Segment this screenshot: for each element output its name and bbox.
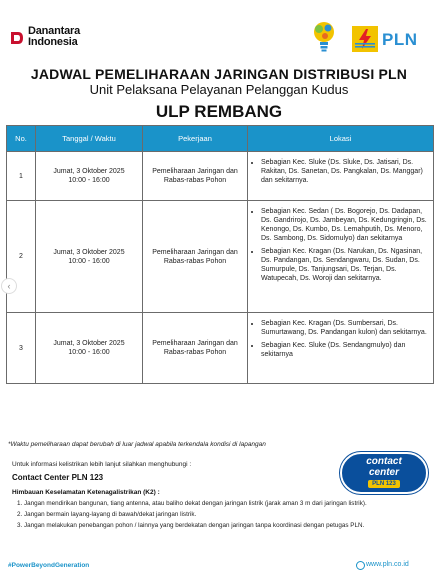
page-subtitle: Unit Pelaksana Pelayanan Pelanggan Kudus xyxy=(89,82,349,97)
row-date: Jumat, 3 Oktober 2025 xyxy=(53,340,125,347)
row-job: Pemeliharaan Jaringan dan Rabas-rabas Pohon xyxy=(143,313,248,384)
table-header-row xyxy=(7,126,434,152)
danantara-logo xyxy=(10,26,120,52)
schedule-note: *Waktu pemeliharaan dapat berubah di luar jadwal apabila terkendala kondisi di lapangan xyxy=(8,441,266,448)
location-item: • Sebagian Kec. Sluke (Ds. Sendangmulyo) dan sekitarnya xyxy=(261,341,429,359)
info-text: Untuk informasi kelistrikan lebih lanjut silahkan menghubungi : xyxy=(12,461,192,468)
col-header-job: Pekerjaan xyxy=(143,126,248,152)
pln-logo xyxy=(310,20,430,56)
location-item: • Sebagian Kec. Kragan (Ds. Sumbersari, Ds. Sumurtawang, Ds. Pandangan kulon) dan sekitarnya. xyxy=(261,319,429,337)
location-item: • Sebagian Kec. Sluke (Ds. Sluke, Ds. Jatisari, Ds. Rakitan, Ds. Sanetan, Ds. Pangkalan, Ds. Manggar) dan sekitarnya. xyxy=(261,158,429,185)
row-datetime xyxy=(36,313,143,384)
page-title: JADWAL PEMELIHARAAN JARINGAN DISTRIBUSI PLN xyxy=(30,66,408,82)
contact-center-badge xyxy=(340,452,428,494)
row-job: Pemeliharaan Jaringan dan Rabas-rabas Pohon xyxy=(143,201,248,313)
schedule-table xyxy=(6,125,434,384)
k2-tips xyxy=(12,499,422,532)
row-datetime xyxy=(36,201,143,313)
hashtag: #PowerBeyondGeneration xyxy=(8,562,90,569)
row-number: 2 xyxy=(7,201,36,313)
row-time: 10:00 - 16:00 xyxy=(68,257,110,265)
row-location xyxy=(248,313,434,384)
lightbulb-icon xyxy=(310,20,338,54)
row-time: 10:00 - 16:00 xyxy=(68,177,110,184)
col-header-no: No. xyxy=(7,126,36,152)
row-datetime xyxy=(36,152,143,201)
tip-item: 3. Jangan melakukan penebangan pohon / lainnya yang berdekatan dengan jaringan tanpa koordinasi dengan petugas PLN. xyxy=(24,521,422,531)
tip-item: 1. Jangan mendirikan bangunan, tiang antenna, atau baliho dekat dengan jaringan listrik (jarak aman 3 m dari jaringan listrik). xyxy=(24,499,422,509)
carousel-prev-icon[interactable]: ‹ xyxy=(1,278,17,294)
danantara-mark-icon xyxy=(10,30,24,46)
pln-bolt-icon xyxy=(352,26,378,52)
table-row xyxy=(7,313,434,384)
row-location xyxy=(248,152,434,201)
contact-center-text: Contact Center PLN 123 xyxy=(12,473,104,482)
location-item: • Sebagian Kec. Sedan ( Ds. Bogorejo, Ds. Dadapan, Ds. Gandrirojo, Ds. Jambeyan, Ds. Kedungringin, Ds. Kenongo, Ds. Kumbo, Ds. Lemahputih, Ds. Menoro, Ds. Sambong, Ds. Sidomulyo) dan sekitarnya xyxy=(261,207,429,243)
website-link[interactable]: www.pln.co.id xyxy=(366,561,409,568)
badge-line2: center xyxy=(368,467,399,478)
danantara-line2: Indonesia xyxy=(28,36,78,48)
pln-label: PLN xyxy=(382,30,418,49)
row-time: 10:00 - 16:00 xyxy=(68,349,110,356)
row-date: Jumat, 3 Oktober 2025 xyxy=(53,248,125,256)
table-row xyxy=(7,201,434,313)
row-number: 1 xyxy=(7,152,36,201)
row-job: Pemeliharaan Jaringan dan Rabas-rabas Pohon xyxy=(143,152,248,201)
ulp-heading: ULP REMBANG xyxy=(155,102,283,121)
col-header-date: Tanggal / Waktu xyxy=(36,126,143,152)
k2-title: Himbauan Keselamatan Ketenagalistrikan (K2) : xyxy=(12,489,160,496)
badge-line1: contact xyxy=(366,456,402,467)
row-location xyxy=(248,201,434,313)
col-header-location: Lokasi xyxy=(248,126,434,152)
table-row xyxy=(7,152,434,201)
danantara-line1: Danantara xyxy=(28,25,80,37)
globe-icon xyxy=(356,561,365,570)
tip-item: 2. Jangan bermain layang-layang di bawah/dekat jaringan listrik. xyxy=(24,510,422,520)
location-item: • Sebagian Kec. Kragan (Ds. Narukan, Ds. Ngasinan, Ds. Pandangan, Ds. Sendangwaru, Ds. Sudan, Ds. Sumurpule, Ds. Tanjungsari, Ds. Terjan, Ds. Watupecah, Ds. Woroji dan sekitarnya. xyxy=(261,247,429,283)
row-date: Jumat, 3 Oktober 2025 xyxy=(53,168,125,175)
row-number: 3 xyxy=(7,313,36,384)
badge-line3: PLN 123 xyxy=(368,480,400,488)
